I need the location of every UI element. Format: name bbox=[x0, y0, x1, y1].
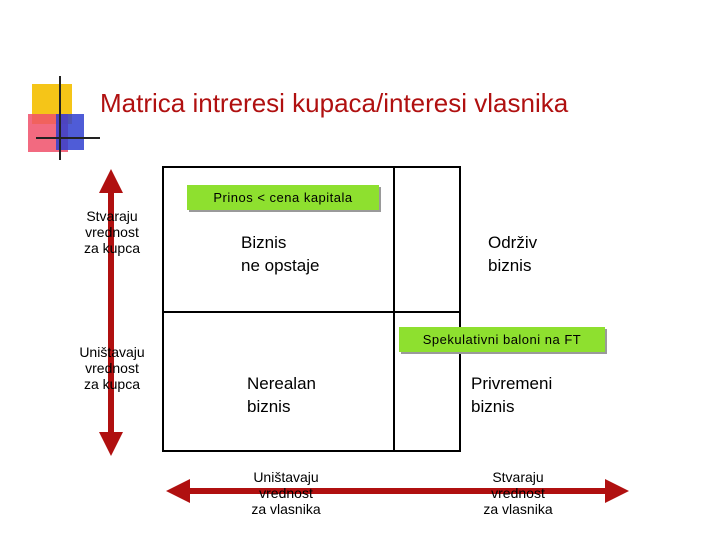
quadrant-top-right: Održiv biznis bbox=[488, 233, 538, 275]
quadrant-bottom-left: Nerealan biznis bbox=[247, 374, 316, 416]
callout-speculative-bubbles: Spekulativni baloni na FT bbox=[399, 327, 605, 352]
quadrant-bottom-right: Privremeni biznis bbox=[471, 374, 553, 416]
slide-title: Matrica intreresi kupaca/interesi vlasnika bbox=[100, 88, 569, 118]
y-axis-top-label: Stvaraju vrednost za kupca bbox=[83, 208, 141, 256]
y-axis-bottom-label: Uništavaju vrednost za kupca bbox=[79, 344, 145, 392]
x-axis-left-label: Uništavaju vrednost za vlasnika bbox=[251, 469, 321, 517]
quadrant-top-left: Biznis ne opstaje bbox=[241, 233, 320, 275]
x-axis-right-label: Stvaraju vrednost za vlasnika bbox=[483, 469, 553, 517]
callout-return-vs-capital-cost: Prinos < cena kapitala bbox=[187, 185, 379, 210]
